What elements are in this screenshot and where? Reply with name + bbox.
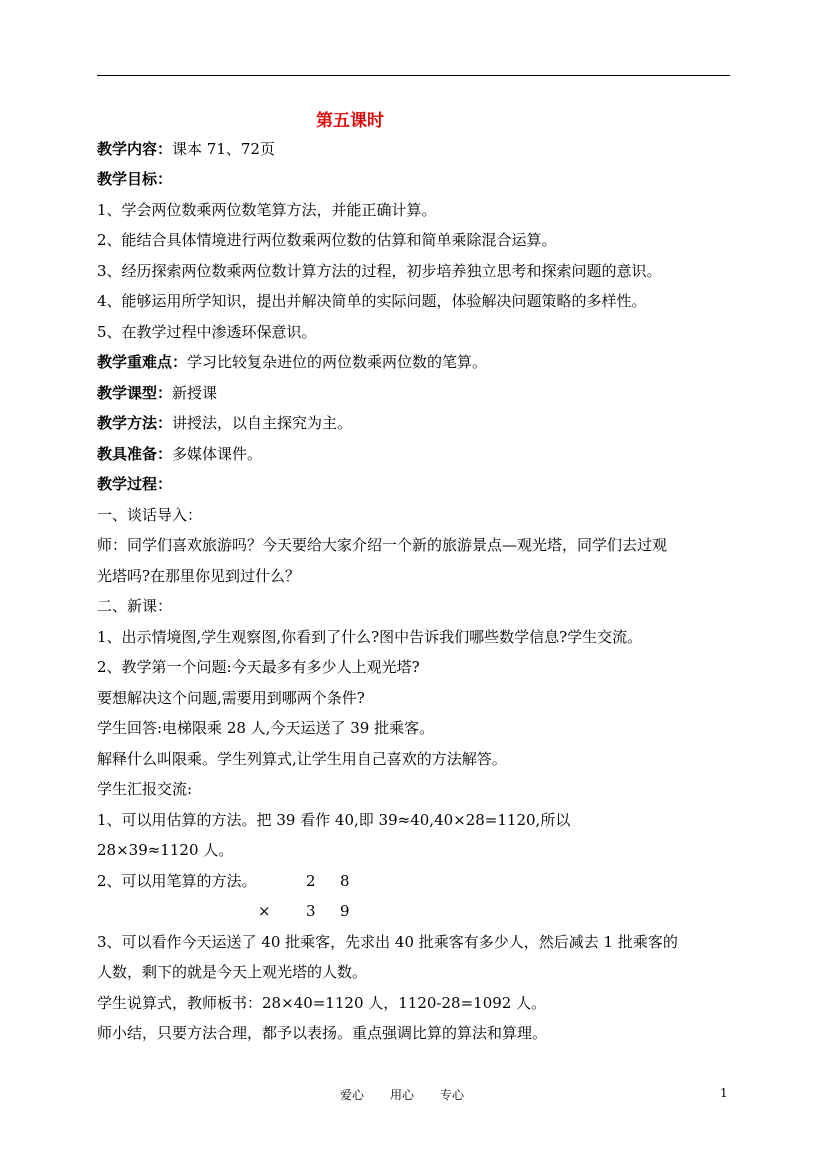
lesson-type-line xyxy=(97,383,217,403)
tools-line xyxy=(97,444,262,464)
process-line: 人数，剩下的就是今天上观光塔的人数。 xyxy=(97,963,368,981)
page-number: 1 xyxy=(720,1086,728,1100)
content-text: 课本 71、72页 xyxy=(172,140,275,158)
method-line xyxy=(97,413,352,433)
calc-digit: 2 xyxy=(306,872,316,890)
process-line: 二、新课： xyxy=(97,597,173,615)
calc-digit: 8 xyxy=(340,872,350,890)
process-line: 学生说算式，教师板书：28×40=1120 人，1120-28=1092 人。 xyxy=(97,994,547,1012)
process-line: 师：同学们喜欢旅游吗？今天要给大家介绍一个新的旅游景点—观光塔，同学们去过观 xyxy=(97,536,668,554)
footer-item: 爱心 xyxy=(340,1088,365,1102)
process-line: 要想解决这个问题,需要用到哪两个条件? xyxy=(97,689,365,707)
process-line: 解释什么叫限乘。学生列算式,让学生用自己喜欢的方法解答。 xyxy=(97,750,507,768)
lesson-type-label: 教学课型： xyxy=(97,384,173,402)
method-text: 讲授法，以自主探究为主。 xyxy=(172,414,353,432)
process-line: 师小结，只要方法合理，都予以表扬。重点强调比算的算法和算理。 xyxy=(97,1024,548,1042)
process-line: 学生回答:电梯限乘 28 人,今天运送了 39 批乘客。 xyxy=(97,719,435,737)
key-points-label: 教学重难点： xyxy=(97,353,188,371)
method-label: 教学方法： xyxy=(97,414,173,432)
process-line: 2、可以用笔算的方法。 xyxy=(97,872,257,890)
goals-label: 教学目标： xyxy=(97,170,173,188)
goal-item: 1、学会两位数乘两位数笔算方法，并能正确计算。 xyxy=(97,201,437,219)
lesson-type-text: 新授课 xyxy=(172,384,218,402)
process-line: 1、出示情境图,学生观察图,你看到了什么?图中告诉我们哪些数学信息?学生交流。 xyxy=(97,628,643,646)
goal-item: 5、在教学过程中渗透环保意识。 xyxy=(97,323,317,341)
key-points-text: 学习比较复杂进位的两位数乘两位数的笔算。 xyxy=(187,353,488,371)
content-line xyxy=(97,139,275,159)
process-line: 1、可以用估算的方法。把 39 看作 40,即 39≈40,40×28=1120,所以 xyxy=(97,811,571,829)
calc-digit: 9 xyxy=(340,902,350,920)
header-rule xyxy=(97,75,730,76)
calc-operator: × xyxy=(258,902,271,920)
goal-item: 2、能结合具体情境进行两位数乘两位数的估算和简单乘除混合运算。 xyxy=(97,231,557,249)
process-line: 3、可以看作今天运送了 40 批乘客，先求出 40 批乘客有多少人，然后减去 1 批乘客的 xyxy=(97,933,678,951)
page-title: 第五课时 xyxy=(316,111,384,131)
key-points-line xyxy=(97,352,487,372)
content-label: 教学内容： xyxy=(97,140,173,158)
tools-text: 多媒体课件。 xyxy=(172,445,263,463)
footer-item: 专心 xyxy=(440,1088,465,1102)
footer-item: 用心 xyxy=(390,1088,415,1102)
goal-item: 3、经历探索两位数乘两位数计算方法的过程，初步培养独立思考和探索问题的意识。 xyxy=(97,262,662,280)
process-line: 28×39≈1120 人。 xyxy=(97,841,234,859)
process-label: 教学过程： xyxy=(97,475,173,493)
page-footer xyxy=(340,1086,490,1103)
process-line: 光塔吗?在那里你见到过什么？ xyxy=(97,567,301,585)
goal-item: 4、能够运用所学知识，提出并解决简单的实际问题，体验解决问题策略的多样性。 xyxy=(97,292,647,310)
process-line: 2、教学第一个问题:今天最多有多少人上观光塔? xyxy=(97,658,420,676)
calc-digit: 3 xyxy=(306,902,316,920)
process-line: 学生汇报交流: xyxy=(97,780,193,798)
process-line: 一、谈话导入： xyxy=(97,506,203,524)
tools-label: 教具准备： xyxy=(97,445,173,463)
